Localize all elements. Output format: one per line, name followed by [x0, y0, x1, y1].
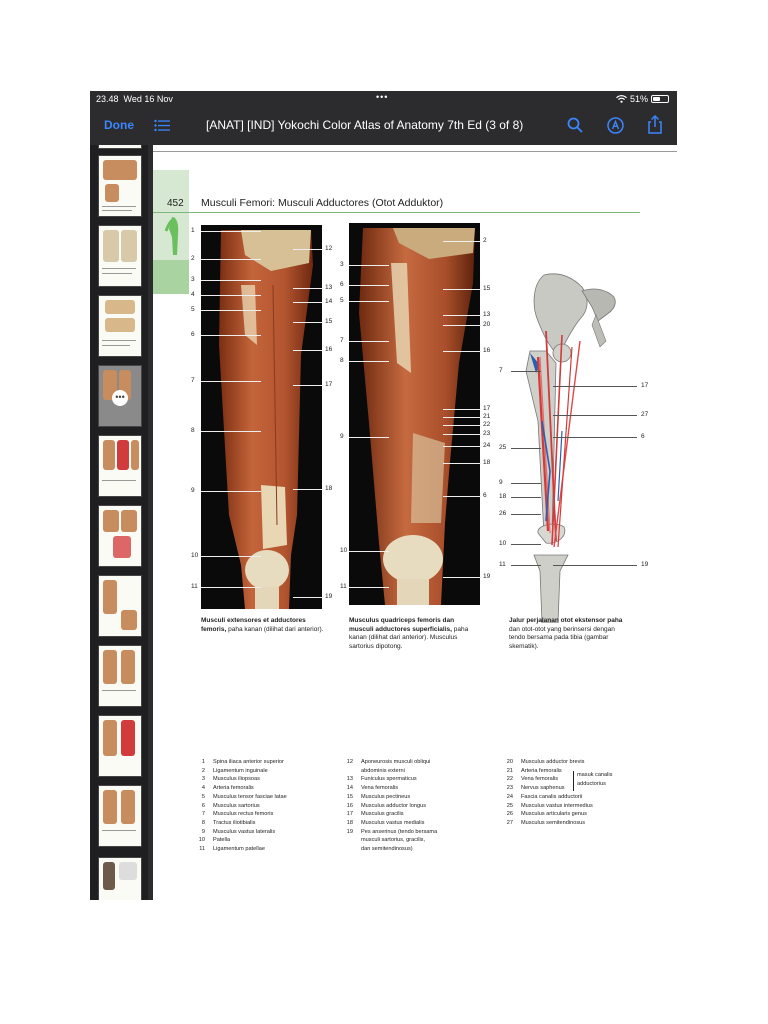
- callout-label: 19: [325, 593, 333, 600]
- callout-label: 15: [483, 285, 491, 292]
- legend-item: [343, 793, 437, 802]
- callout-label: 13: [483, 311, 491, 318]
- legend-text: Arteria femoralis: [521, 767, 562, 774]
- legend-item: [343, 819, 437, 828]
- callout-label: 19: [641, 561, 649, 568]
- callout-label: 24: [483, 442, 491, 449]
- callout-leader-line: [349, 265, 389, 266]
- status-time: 23.48 Wed 16 Nov: [96, 94, 173, 104]
- page-thumbnail[interactable]: [98, 785, 142, 847]
- legend-item: [503, 793, 593, 802]
- legend-number: 11: [199, 846, 205, 853]
- legend-text: Musculus vastus lateralis: [213, 828, 276, 835]
- legend-text: Musculus rectus femoris: [213, 811, 274, 818]
- page-thumbnail[interactable]: [98, 435, 142, 497]
- callout-label: 25: [499, 444, 507, 451]
- legend-number: 19: [346, 828, 353, 835]
- page-thumbnail[interactable]: [98, 295, 142, 357]
- callout-label: 12: [325, 245, 333, 252]
- callout-label: 6: [483, 492, 487, 499]
- legend-text: Patella: [213, 837, 231, 844]
- title-rule: [153, 212, 640, 213]
- legend-item: [195, 767, 287, 776]
- legend-item: [503, 758, 593, 767]
- legend-text: Aponeurosis musculi obliqui: [361, 759, 431, 765]
- legend-text: Ligamentum inguinale: [213, 767, 268, 774]
- legend-number: 24: [506, 793, 513, 800]
- legend-item: [343, 784, 437, 793]
- callout-leader-line: [443, 496, 481, 497]
- legend-number: 9: [201, 828, 205, 835]
- thigh-dissection-photo-1: [201, 225, 322, 609]
- callout-leader-line: [349, 301, 389, 302]
- legend-text: Arteria femoralis: [213, 785, 254, 792]
- thigh-schematic-diagram: [502, 271, 632, 623]
- legend-number: 21: [506, 767, 513, 774]
- status-right: [616, 94, 669, 104]
- legend-item: [343, 845, 437, 854]
- callout-label: 20: [483, 321, 491, 328]
- legend-column-1: [195, 758, 287, 854]
- thigh-dissection-photo-2: [349, 223, 480, 605]
- callout-leader-line: [553, 565, 637, 566]
- legend-text: musculi sartorius, gracilis,: [361, 837, 426, 844]
- callout-label: 3: [191, 276, 195, 283]
- callout-label: 17: [325, 381, 333, 388]
- section-band-dark: [153, 260, 189, 294]
- callout-label: 1: [191, 227, 195, 234]
- callout-leader-line: [349, 361, 389, 362]
- legend-item: [503, 810, 593, 819]
- page-thumbnail-current[interactable]: [98, 365, 142, 427]
- legend-number: 17: [346, 811, 353, 818]
- legend-item: [503, 802, 593, 811]
- callout-leader-line: [443, 425, 481, 426]
- legend-number: 16: [346, 802, 353, 809]
- callout-label: 2: [483, 237, 487, 244]
- callout-label: 6: [340, 281, 344, 288]
- callout-label: 13: [325, 284, 333, 291]
- legend-item: [195, 845, 287, 854]
- legend-text: Musculus adductor brevis: [521, 759, 585, 765]
- legend-number: 25: [506, 802, 513, 809]
- callout-label: 7: [499, 367, 503, 374]
- page-thumbnail[interactable]: [98, 145, 142, 149]
- legend-text: Musculus adductor longus: [361, 802, 426, 809]
- legend-number: 8: [201, 819, 205, 826]
- callout-label: 10: [499, 540, 507, 547]
- legend-number: 22: [506, 776, 513, 783]
- figure-3-caption: Jalur perjalanan otot ekstensor paha dan otot-otot yang berinsersi dengan tendo bersama pada tibia (gambar skematik).: [509, 617, 623, 650]
- battery-fill: [653, 97, 660, 101]
- legend-item: [195, 758, 287, 767]
- legend-text: Musculus tensor fasciae latae: [213, 793, 287, 800]
- callout-leader-line: [443, 325, 481, 326]
- status-bar: [90, 91, 677, 107]
- callout-leader-line: [293, 597, 323, 598]
- legend-number: 4: [201, 785, 205, 792]
- legend-item: [195, 802, 287, 811]
- callout-label: 8: [191, 427, 195, 434]
- callout-label: 19: [483, 573, 491, 580]
- callout-leader-line: [293, 385, 323, 386]
- page-title: Musculi Femori: Musculi Adductores (Otot Adduktor): [201, 197, 444, 209]
- legend-item: [343, 767, 437, 776]
- callout-leader-line: [201, 431, 261, 432]
- legend-number: 14: [346, 785, 353, 792]
- callout-leader-line: [443, 289, 481, 290]
- callout-label: 14: [325, 298, 333, 305]
- legend-item: [195, 836, 287, 845]
- legend-text: Fascia canalis adductorii: [521, 793, 583, 800]
- markup-icon[interactable]: [607, 117, 624, 134]
- legend-text: Musculus sartorius: [213, 802, 260, 809]
- callout-leader-line: [443, 446, 481, 447]
- figure-2-caption: Musculus quadriceps femoris dan musculi adductores superficialis, paha kanan (dilihat dari anterior). Musculus sartorius dipotong.: [349, 617, 469, 650]
- battery-percent: 51%: [629, 94, 648, 104]
- callout-label: 6: [191, 331, 195, 338]
- callout-leader-line: [443, 434, 481, 435]
- callout-leader-line: [553, 386, 637, 387]
- callout-label: 2: [191, 255, 195, 262]
- legend-column-3: [503, 758, 593, 828]
- legend-number: 27: [506, 819, 513, 826]
- legend-number: 12: [346, 759, 353, 765]
- callout-label: 16: [483, 347, 491, 354]
- legend-item: [343, 758, 437, 767]
- callout-leader-line: [443, 351, 481, 352]
- legend-text: Spina iliaca anterior superior: [213, 759, 284, 765]
- legend-item: [343, 836, 437, 845]
- page-top-rule: [153, 151, 677, 152]
- callout-leader-line: [201, 556, 261, 557]
- legend-number: 3: [201, 776, 205, 783]
- legend-item: [343, 775, 437, 784]
- callout-leader-line: [511, 544, 541, 545]
- page-number: 452: [167, 198, 184, 209]
- legend-number: 23: [506, 785, 513, 792]
- callout-leader-line: [511, 497, 541, 498]
- legend-item: [195, 784, 287, 793]
- callout-leader-line: [443, 577, 481, 578]
- callout-label: 9: [191, 487, 195, 494]
- legend-text: Nervus saphenus: [521, 785, 565, 792]
- callout-leader-line: [553, 415, 637, 416]
- callout-leader-line: [201, 335, 261, 336]
- callout-leader-line: [511, 448, 541, 449]
- callout-leader-line: [511, 371, 541, 372]
- callout-label: 4: [191, 291, 195, 298]
- legend-item: [503, 819, 593, 828]
- legend-text: Funiculus spermaticus: [361, 776, 417, 783]
- callout-label: 23: [483, 430, 491, 437]
- callout-leader-line: [443, 409, 481, 410]
- callout-label: 17: [641, 382, 649, 389]
- document-page[interactable]: [153, 145, 677, 900]
- callout-label: 11: [191, 583, 198, 590]
- callout-leader-line: [201, 310, 261, 311]
- callout-label: 16: [325, 346, 333, 353]
- legend-text: Musculus gracilis: [361, 811, 404, 818]
- page-thumbnail[interactable]: [98, 155, 142, 217]
- legend-number: 15: [346, 793, 353, 800]
- callout-label: 15: [325, 318, 333, 325]
- legend-column-2: [343, 758, 437, 854]
- ipad-screen: [90, 91, 677, 900]
- callout-label: 11: [340, 583, 347, 590]
- callout-label: 6: [641, 433, 645, 440]
- callout-label: 17: [483, 405, 491, 412]
- callout-leader-line: [443, 417, 481, 418]
- toolbar: [90, 107, 677, 145]
- legend-number: 13: [346, 776, 353, 783]
- callout-label: 3: [340, 261, 344, 268]
- callout-leader-line: [349, 285, 389, 286]
- callout-leader-line: [349, 341, 389, 342]
- callout-leader-line: [443, 315, 481, 316]
- callout-leader-line: [349, 551, 389, 552]
- page-thumbnail[interactable]: [98, 715, 142, 777]
- battery-icon: [651, 95, 669, 103]
- callout-leader-line: [349, 437, 389, 438]
- legend-text: Vena femoralis: [521, 776, 559, 783]
- callout-label: 10: [191, 552, 199, 559]
- callout-label: 9: [340, 433, 344, 440]
- page-thumbnail[interactable]: [98, 225, 142, 287]
- legend-number: 2: [201, 767, 205, 774]
- callout-leader-line: [201, 491, 261, 492]
- document-title: [ANAT] [IND] Yokochi Color Atlas of Anatomy 7th Ed (3 of 8): [206, 118, 524, 132]
- callout-leader-line: [349, 587, 389, 588]
- callout-leader-line: [201, 381, 261, 382]
- callout-leader-line: [293, 302, 323, 303]
- callout-label: 27: [641, 411, 649, 418]
- callout-leader-line: [201, 587, 261, 588]
- callout-label: 7: [191, 377, 195, 384]
- figure-1-caption: Musculi extensores et adductores femoris, paha kanan (dilihat dari anterior).: [201, 617, 324, 633]
- legend-item: [195, 775, 287, 784]
- callout-label: 5: [191, 306, 195, 313]
- callout-leader-line: [511, 565, 541, 566]
- callout-label: 9: [499, 479, 503, 486]
- page-thumbnail[interactable]: [98, 505, 142, 567]
- callout-label: 26: [499, 510, 507, 517]
- callout-leader-line: [293, 322, 323, 323]
- legend-text: Tractus iliotibialis: [213, 819, 256, 826]
- callout-leader-line: [443, 463, 481, 464]
- callout-leader-line: [553, 437, 637, 438]
- legend-number: 26: [506, 811, 513, 818]
- callout-label: 18: [499, 493, 507, 500]
- legend-text: Musculus vastus intermedius: [521, 802, 593, 809]
- callout-leader-line: [201, 231, 261, 232]
- callout-leader-line: [511, 483, 541, 484]
- legend-brace: [573, 771, 574, 791]
- callout-label: 10: [340, 547, 348, 554]
- legend-number: 7: [201, 811, 205, 818]
- legend-text: Pes anserinus (tendo bersama: [361, 828, 438, 835]
- legend-text: Musculus vastus medialis: [361, 819, 425, 826]
- page-thumbnail[interactable]: [98, 575, 142, 637]
- callout-label: 21: [483, 413, 491, 420]
- callout-label: 18: [483, 459, 491, 466]
- thumbnail-sidebar[interactable]: [90, 145, 148, 900]
- callout-label: 11: [499, 561, 506, 568]
- legend-brace-text: masuk canalis adductorius: [577, 772, 613, 787]
- legend-number: 10: [198, 837, 205, 844]
- more-options-icon[interactable]: •••: [112, 390, 128, 406]
- callout-leader-line: [201, 259, 261, 260]
- legend-number: 1: [201, 759, 205, 765]
- legend-item: [195, 819, 287, 828]
- legend-text: Musculus semitendinosus: [521, 819, 586, 826]
- legend-item: [343, 828, 437, 837]
- page-thumbnail[interactable]: [98, 645, 142, 707]
- legend-item: [195, 793, 287, 802]
- legend-number: 6: [201, 802, 205, 809]
- legend-number: 20: [506, 759, 513, 765]
- multitasking-dots-icon[interactable]: •••: [376, 92, 389, 102]
- callout-leader-line: [293, 350, 323, 351]
- legend-number: 18: [346, 819, 353, 826]
- thumbnail-list-icon[interactable]: [154, 119, 170, 132]
- legend-number: 5: [201, 793, 205, 800]
- search-icon[interactable]: [567, 117, 583, 133]
- callout-leader-line: [511, 514, 541, 515]
- callout-label: 18: [325, 485, 333, 492]
- callout-leader-line: [293, 288, 323, 289]
- legend-item: [343, 810, 437, 819]
- leg-thumbnail-icon: [163, 215, 185, 257]
- share-icon[interactable]: [647, 115, 663, 134]
- legend-item: [195, 828, 287, 837]
- legend-text: Musculus iliopsoas: [213, 776, 260, 783]
- legend-item: [195, 810, 287, 819]
- legend-item: [343, 802, 437, 811]
- callout-leader-line: [443, 241, 481, 242]
- callout-label: 7: [340, 337, 344, 344]
- callout-leader-line: [293, 249, 323, 250]
- callout-label: 22: [483, 421, 491, 428]
- callout-label: 8: [340, 357, 344, 364]
- legend-text: Ligamentum patellae: [213, 846, 265, 853]
- page-thumbnail[interactable]: [98, 857, 142, 900]
- done-button[interactable]: Done: [104, 118, 134, 132]
- legend-text: dan semitendinosus): [361, 846, 413, 853]
- legend-text: abdominis externi: [361, 767, 405, 774]
- callout-label: 5: [340, 297, 344, 304]
- callout-leader-line: [293, 489, 323, 490]
- callout-leader-line: [201, 295, 261, 296]
- callout-leader-line: [201, 280, 261, 281]
- wifi-icon: [616, 95, 627, 103]
- legend-text: Vena femoralis: [361, 785, 399, 792]
- legend-text: Musculus articularis genus: [521, 811, 587, 818]
- legend-text: Musculus pectineus: [361, 793, 411, 800]
